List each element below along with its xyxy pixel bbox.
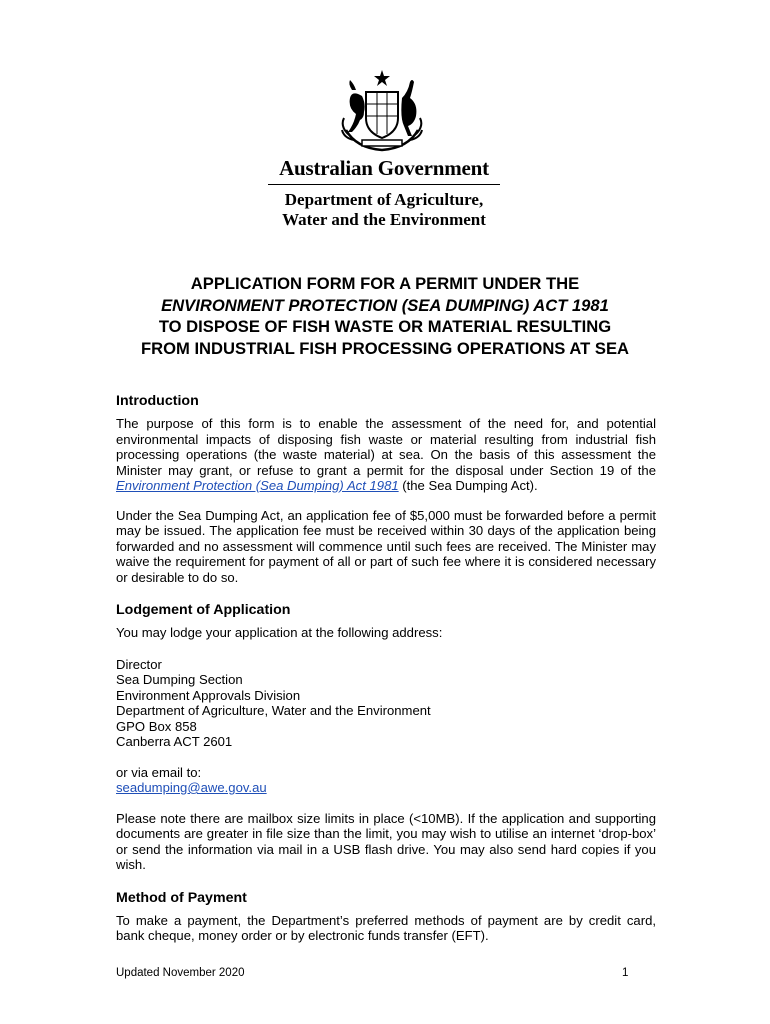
form-title-line4: FROM INDUSTRIAL FISH PROCESSING OPERATIONS AT SEA	[140, 338, 629, 358]
form-title-line2: ENVIRONMENT PROTECTION (SEA DUMPING) ACT 1981	[161, 295, 609, 315]
email-link[interactable]: seadumping@awe.gov.au	[116, 780, 267, 795]
email-label: or via email to:	[116, 764, 202, 780]
lodgement-heading: Lodgement of Application	[116, 602, 291, 618]
branding-divider	[268, 184, 500, 185]
address-line: Sea Dumping Section	[116, 672, 243, 687]
department-name-line2: Water and the Environment	[282, 210, 486, 229]
form-title	[60, 273, 710, 359]
form-title-line1: APPLICATION FORM FOR A PERMIT UNDER THE	[190, 274, 580, 293]
address-line: Environment Approvals Division	[116, 687, 301, 703]
department-name-line1: Department of Agriculture,	[284, 190, 484, 209]
coat-of-arms-icon	[326, 68, 438, 154]
payment-heading: Method of Payment	[116, 889, 247, 906]
page-number: 1	[622, 967, 629, 979]
footer-updated-date: Updated November 2020	[116, 967, 245, 979]
introduction-para1-text: The purpose of this form is to enable the assessment of the need for, and potential environmental impacts of disposing fish waste or material resulting from industrial fish processing operations (the waste material) at sea. On the basis of this assessment the Minister may grant, or refuse to grant a permit for the disposal under Section 19 of the	[116, 416, 656, 478]
government-title: Australian Government	[279, 156, 489, 180]
introduction-paragraph-2: Under the Sea Dumping Act, an application fee of $5,000 must be forwarded before a permit may be issued. The application fee must be received within 30 days of the application being forwarded and no assessment will commence until such fees are received. The Minister may waive the requirement for payment of all or part of such fee where it is considered necessary or desirable to do so.	[116, 507, 656, 585]
sea-dumping-act-link[interactable]: Environment Protection (Sea Dumping) Act 1981	[116, 478, 399, 493]
introduction-heading: Introduction	[116, 393, 199, 409]
address-line: GPO Box 858	[116, 718, 197, 734]
form-title-line3: TO DISPOSE OF FISH WASTE OR MATERIAL RESULTING	[158, 317, 612, 336]
address-line: Canberra ACT 2601	[116, 734, 233, 749]
introduction-paragraph-1	[116, 416, 656, 494]
payment-text: To make a payment, the Department’s preferred methods of payment are by credit card, bank cheque, money order or by electronic funds transfer (EFT).	[116, 912, 656, 943]
mailbox-size-note: Please note there are mailbox size limits in place (<10MB). If the application and supporting documents are greater in file size than the limit, you may wish to utilise an internet ‘drop-box’ or send the information via mail in a USB flash drive. You may also send hard copies if you wish.	[116, 810, 656, 872]
lodgement-intro: You may lodge your application at the following address:	[116, 625, 443, 640]
document-body	[116, 392, 656, 958]
government-branding	[264, 156, 504, 230]
address-line: Director	[116, 656, 162, 672]
postal-address	[116, 657, 656, 750]
address-line: Department of Agriculture, Water and the Environment	[116, 703, 431, 718]
email-block	[116, 765, 656, 796]
introduction-para1-tail: (the Sea Dumping Act).	[398, 478, 538, 493]
